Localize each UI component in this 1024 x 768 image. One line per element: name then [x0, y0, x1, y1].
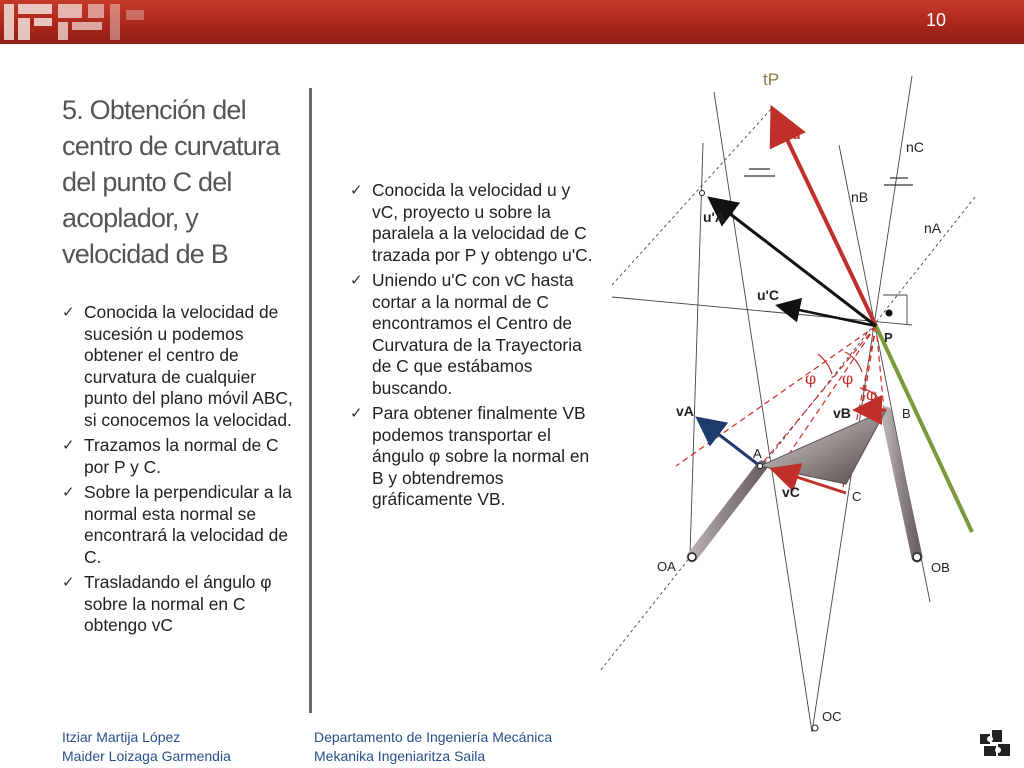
- author-name: Maider Loizaga Garmendia: [62, 748, 231, 764]
- bullet-text: Sobre la perpendicular a la normal esta normal se encontrará la velocidad de C.: [84, 482, 292, 567]
- u-vector: [774, 112, 876, 326]
- line-normal-nc: [812, 76, 912, 732]
- page-number: 10: [925, 10, 946, 30]
- puzzle-icon: [976, 728, 1016, 762]
- label-phi-2: φ: [842, 369, 854, 388]
- label-nc: nC: [906, 139, 924, 155]
- label-a: A: [753, 446, 762, 461]
- dashed-ua-line: [612, 108, 772, 285]
- list-item: [62, 482, 298, 568]
- label-b: B: [902, 406, 911, 421]
- label-u: u: [792, 126, 801, 142]
- label-phi-3: φ: [866, 385, 878, 404]
- label-c: C: [852, 489, 862, 504]
- list-item: [350, 270, 594, 399]
- label-vb: vB: [833, 405, 851, 421]
- list-item: [350, 180, 594, 266]
- label-ob: OB: [931, 560, 950, 575]
- label-oc: OC: [822, 709, 842, 724]
- crank-oa-a: [692, 466, 762, 557]
- mechanism-diagram: [600, 60, 1010, 740]
- label-nb: nB: [851, 189, 869, 205]
- label-p: P: [884, 330, 893, 345]
- vertical-divider: [309, 88, 312, 713]
- label-ua: u'A: [703, 209, 725, 225]
- author-name: Itziar Martija López: [62, 729, 181, 745]
- coupler-triangle: [760, 410, 886, 484]
- list-item: [62, 302, 298, 431]
- list-item: [350, 403, 594, 511]
- list-item: [62, 572, 298, 637]
- label-uc: u'C: [757, 287, 779, 303]
- bullet-text: Conocida la velocidad de sucesión u podemos obtener el centro de curvatura de cualquier punto del plano móvil ABC, si conocemos la velocidad.: [84, 302, 293, 430]
- bullet-text: Para obtener finalmente VB podemos transportar el ángulo φ sobre la normal en B y obtendremos gráficamente VB.: [372, 403, 590, 509]
- list-item: [62, 435, 298, 478]
- line-normal-nb: [714, 92, 812, 732]
- check-icon: ✓: [62, 437, 75, 454]
- footer-department: [314, 728, 552, 766]
- bullet-text: Uniendo u'C con vC hasta cortar a la normal de C encontramos el Centro de Curvatura de la Trayectoria de C que estábamos buscando.: [372, 270, 582, 398]
- label-tp: tP: [763, 70, 780, 89]
- check-icon: ✓: [62, 304, 75, 321]
- ground-symbols: [744, 169, 913, 185]
- bullet-text: Trazamos la normal de C por P y C.: [84, 435, 279, 477]
- middle-bullet-list: [350, 180, 594, 515]
- check-icon: ✓: [350, 272, 363, 289]
- footer-authors: [62, 728, 231, 766]
- check-icon: ✓: [62, 574, 75, 591]
- line-normal-a-vertical: [690, 143, 703, 555]
- department-name: Mekanika Ingeniaritza Saila: [314, 748, 486, 764]
- header-bar: [0, 0, 1024, 44]
- ua-vector: [712, 200, 876, 326]
- label-na: nA: [924, 220, 942, 236]
- label-oa: OA: [657, 559, 676, 574]
- check-icon: ✓: [350, 182, 363, 199]
- label-vc: vC: [782, 484, 800, 500]
- rocker-ob-b: [886, 412, 917, 557]
- check-icon: ✓: [62, 484, 75, 501]
- label-phi-1: φ: [805, 369, 817, 388]
- bullet-text: Trasladando el ángulo φ sobre la normal en C obtengo vC: [84, 572, 272, 635]
- department-name: Departamento de Ingeniería Mecánica: [314, 729, 553, 745]
- slide-title: 5. Obtención del centro de curvatura del punto C del acoplador, y velocidad de B: [62, 95, 280, 269]
- left-bullet-list: [62, 302, 298, 641]
- check-icon: ✓: [350, 405, 363, 422]
- bullet-text: Conocida la velocidad u y vC, proyecto u sobre la paralela a la velocidad de C trazada por P y obtengo u'C.: [372, 180, 593, 265]
- university-logo: [0, 0, 160, 44]
- construction-lines: [612, 76, 930, 732]
- label-va: vA: [676, 403, 694, 419]
